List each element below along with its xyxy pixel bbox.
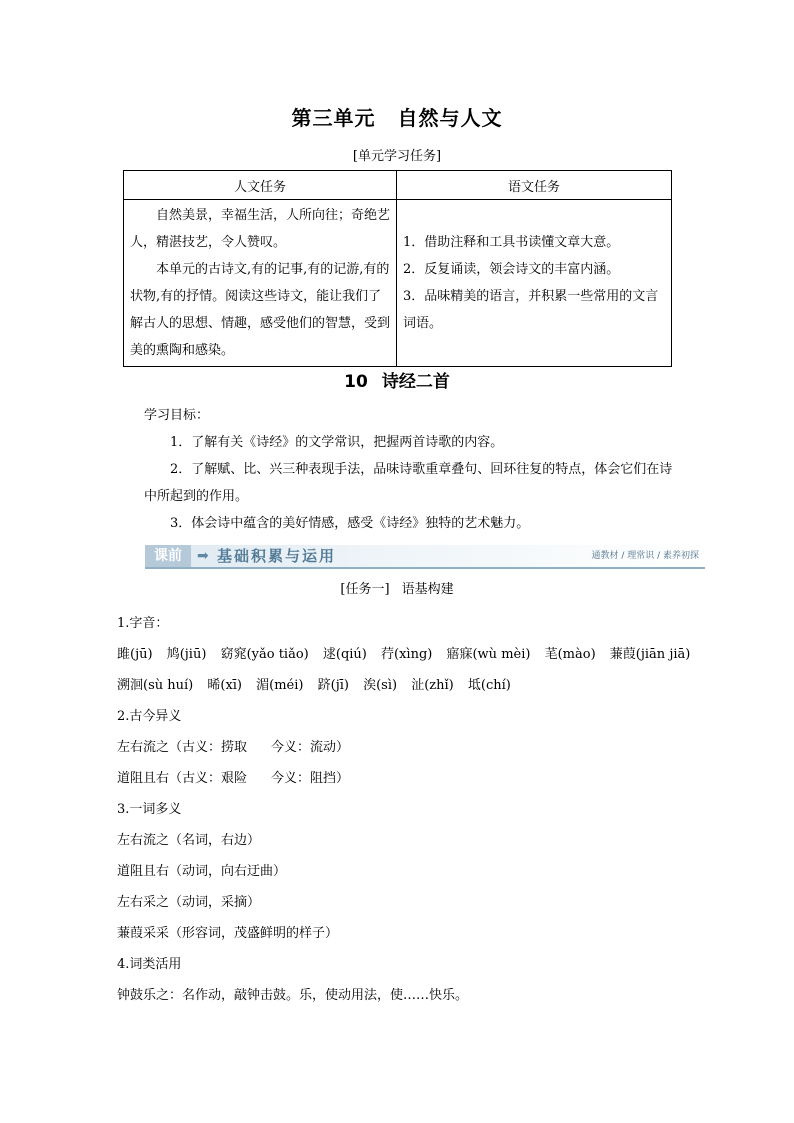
table-header-chinese: 语文任务 [397, 171, 672, 200]
unit-theme: 自然与人文 [397, 106, 503, 130]
vocab-content [117, 608, 717, 1011]
lesson-name: 诗经二首 [381, 372, 450, 392]
pronunciation-word: 沚(zhǐ) [411, 678, 454, 693]
pronunciation-word: 溯洄(sù huí) [117, 678, 194, 693]
pronunciation-line [117, 639, 717, 670]
section-banner [145, 545, 705, 569]
meaning-change-item [117, 732, 717, 763]
unit-task-caption: [单元学习任务] [352, 149, 442, 164]
section-heading-meaning-change: 2.古今异义 [117, 709, 182, 724]
pronunciation-word: 涘(sì) [363, 678, 398, 693]
pronunciation-word: 荇(xìng) [381, 647, 433, 662]
ancient-meaning: 道阻且右（古义：艰险 [117, 771, 248, 786]
meaning-change-item [117, 763, 717, 794]
unit-number: 第三单元 [291, 106, 376, 130]
banner-tag: 课前 [145, 545, 191, 567]
banner-title: 基础积累与运用 [217, 547, 337, 565]
chinese-task-item: 1．借助注释和工具书读懂文章大意。 [403, 235, 620, 250]
unit-title [0, 102, 794, 131]
banner-subtitle: 通教材 / 理常识 / 素养初探 [591, 551, 699, 561]
section-heading-polysemy: 3.一词多义 [117, 802, 182, 817]
pronunciation-word: 窈窕(yǎo tiǎo) [220, 647, 309, 662]
section-heading-word-class: 4.词类活用 [117, 957, 182, 972]
modern-meaning: 今义：流动） [271, 740, 350, 755]
unit-task-table [123, 170, 672, 367]
pronunciation-word: 逑(qiú) [322, 647, 367, 662]
polysemy-item: 左右流之（名词，右边） [117, 833, 261, 848]
learning-goals [144, 402, 684, 537]
lesson-number: 10 [344, 372, 368, 392]
pronunciation-word: 芼(mào) [544, 647, 596, 662]
humanities-paragraph: 自然美景，幸福生活，人所向往；奇绝艺人，精湛技艺，令人赞叹。 [130, 208, 391, 250]
word-class-item: 钟鼓乐之：名作动，敲钟击鼓。乐，使动用法，使……快乐。 [117, 988, 469, 1003]
pronunciation-word: 晞(xī) [207, 678, 243, 693]
chinese-task-cell [397, 200, 672, 367]
chinese-task-item: 3．品味精美的语言，并积累一些常用的文言词语。 [403, 289, 659, 331]
arrow-right-icon: ➡ [197, 548, 209, 564]
task-heading [0, 578, 794, 597]
task-label: [任务一] [340, 582, 390, 597]
pronunciation-word: 寤寐(wù mèi) [446, 647, 531, 662]
chinese-task-item: 2．反复诵读，领会诗文的丰富内涵。 [403, 262, 620, 277]
pronunciation-word: 跻(jī) [317, 678, 349, 693]
goal-item: 3．体会诗中蕴含的美好情感，感受《诗经》独特的艺术魅力。 [170, 516, 530, 531]
modern-meaning: 今义：阻挡） [271, 771, 350, 786]
humanities-paragraph: 本单元的古诗文,有的记事,有的记游,有的状物,有的抒情。阅读这些诗文，能让我们了解古人的思想、情趣，感受他们的智慧，受到美的熏陶和感染。 [130, 262, 391, 358]
pronunciation-line [117, 670, 717, 701]
pronunciation-word: 鸠(jiū) [166, 647, 207, 662]
goal-item: 2．了解赋、比、兴三种表现手法，品味诗歌重章叠句、回环往复的特点，体会它们在诗中所起到的作用。 [144, 462, 673, 504]
section-heading-pronunciation: 1.字音： [117, 616, 169, 631]
polysemy-item: 道阻且右（动词，向右迂曲） [117, 864, 287, 879]
table-header-humanities: 人文任务 [124, 171, 397, 200]
pronunciation-word: 坻(chí) [467, 678, 511, 693]
polysemy-item: 蒹葭采采（形容词，茂盛鲜明的样子） [117, 926, 339, 941]
goal-item: 1．了解有关《诗经》的文学常识，把握两首诗歌的内容。 [170, 435, 504, 450]
ancient-meaning: 左右流之（古义：捞取 [117, 740, 248, 755]
lesson-title [0, 367, 794, 392]
pronunciation-word: 湄(méi) [256, 678, 304, 693]
humanities-task-cell [124, 200, 397, 367]
polysemy-item: 左右采之（动词，采摘） [117, 895, 261, 910]
goals-label: 学习目标： [144, 408, 210, 423]
pronunciation-word: 蒹葭(jiān jiā) [609, 647, 691, 662]
pronunciation-word: 雎(jū) [117, 647, 153, 662]
task-title: 语基构建 [401, 582, 454, 597]
